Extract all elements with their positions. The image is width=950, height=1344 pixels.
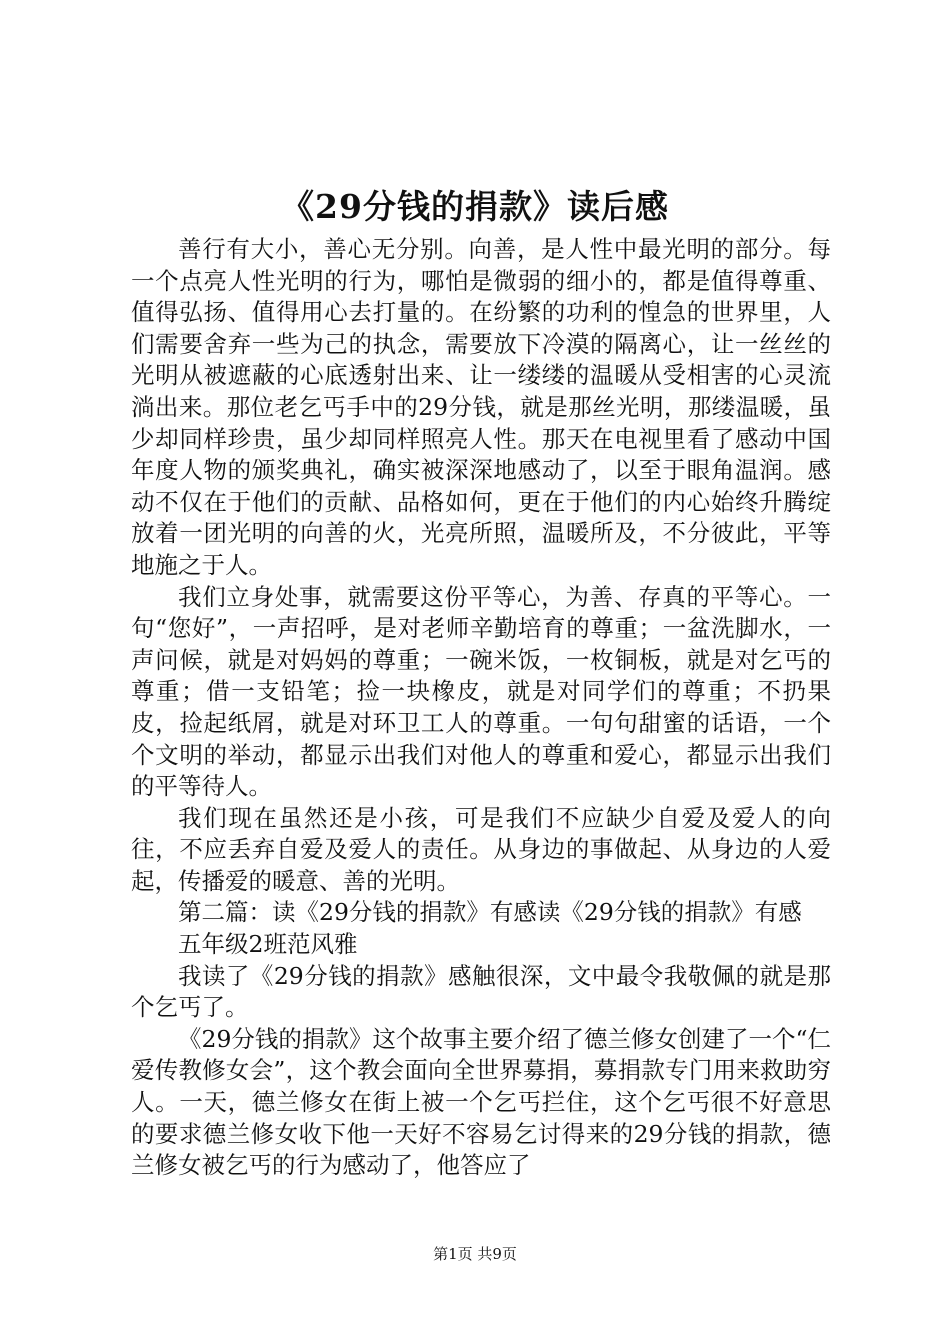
paragraph: 《29分钱的捐款》这个故事主要介绍了德兰修女创建了一个“仁爱传教修女会”，这个教会面向全世界募捐，募捐款专门用来救助穷人。一天，德兰修女在街上被一个乞丐拦住，这个乞丐很不好意思的要求德兰修女收下他一天好不容易乞讨得来的29分钱的捐款，德兰修女被乞丐的行为感动了，他答应了 [131,1024,831,1180]
document-title: 《29分钱的捐款》读后感 [281,187,669,226]
paragraph: 我们现在虽然还是小孩，可是我们不应缺少自爱及爱人的向往，不应丢弃自爱及爱人的责任。从身边的事做起、从身边的人爱起，传播爱的暖意、善的光明。 [131,803,831,895]
page-number-footer: 第1页 共9页 [433,1245,517,1263]
paragraph: 第二篇：读《29分钱的捐款》有感读《29分钱的捐款》有感 [178,898,802,927]
document-body [131,234,831,1182]
paragraph: 善行有大小，善心无分别。向善，是人性中最光明的部分。每一个点亮人性光明的行为，哪怕是微弱的细小的，都是值得尊重、值得弘扬、值得用心去打量的。在纷繁的功利的惶急的世界里，人们需要舍弃一些为己的执念，需要放下冷漠的隔离心，让一丝丝的光明从被遮蔽的心底透射出来、让一缕缕的温暖从受相害的心灵流淌出来。那位老乞丐手中的29分钱，就是那丝光明，那缕温暖，虽少却同样珍贵，虽少却同样照亮人性。那天在电视里看了感动中国年度人物的颁奖典礼，确实被深深地感动了，以至于眼角温润。感动不仅在于他们的贡献、品格如何，更在于他们的内心始终升腾绽放着一团光明的向善的火，光亮所照，温暖所及，不分彼此，平等地施之于人。 [131,235,831,579]
paragraph: 我读了《29分钱的捐款》感触很深，文中最令我敬佩的就是那个乞丐了。 [131,961,831,1022]
paragraph: 五年级2班范风雅 [178,930,358,959]
paragraph: 我们立身处事，就需要这份平等心，为善、存真的平等心。一句“您好”，一声招呼，是对老师辛勤培育的尊重；一盆洗脚水，一声问候，就是对妈妈的尊重；一碗米饭，一枚铜板，就是对乞丐的尊重；借一支铅笔；捡一块橡皮，就是对同学们的尊重；不扔果皮，捡起纸屑，就是对环卫工人的尊重。一句句甜蜜的话语，一个个文明的举动，都显示出我们对他人的尊重和爱心，都显示出我们的平等待人。 [131,582,831,801]
